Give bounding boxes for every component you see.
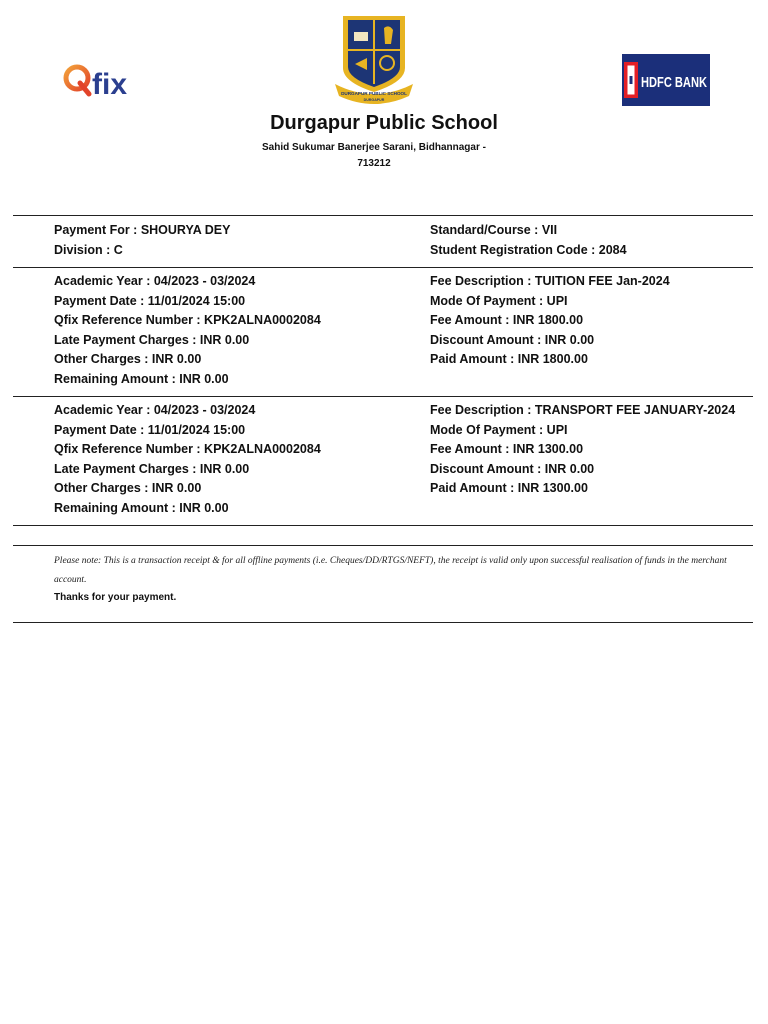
divider [13, 545, 753, 546]
other-charges: Other Charges : INR 0.00 [54, 481, 202, 495]
fee-description: Fee Description : TRANSPORT FEE JANUARY-2024 [430, 403, 736, 417]
student-info-left [54, 221, 230, 260]
remaining-amount: Remaining Amount : INR 0.00 [54, 500, 229, 515]
qfix-logo [62, 58, 142, 102]
reference-number: Qfix Reference Number : KPK2ALNA0002084 [54, 313, 321, 327]
student-info-right [430, 221, 627, 260]
school-name: Durgapur Public School [270, 112, 498, 134]
thanks-message: Thanks for your payment. [54, 592, 177, 603]
divider [13, 525, 753, 526]
fee-amount: Fee Amount : INR 1800.00 [430, 313, 584, 327]
fee-block-2-right [430, 401, 735, 499]
other-charges: Other Charges : INR 0.00 [54, 352, 202, 366]
registration-code: Student Registration Code : 2084 [430, 242, 627, 257]
reference-number: Qfix Reference Number : KPK2ALNA0002084 [54, 442, 321, 456]
fee-block-1-left [54, 272, 321, 389]
mode-of-payment: Mode Of Payment : UPI [430, 293, 568, 308]
mode-of-payment: Mode Of Payment : UPI [430, 422, 568, 437]
crest-banner-subtext: DURGAPUR [363, 98, 385, 102]
division: Division : C [54, 242, 123, 257]
fee-block-1-right [430, 272, 670, 370]
paid-amount: Paid Amount : INR 1300.00 [430, 481, 588, 495]
receipt-note: Please note: This is a transaction receipt & for all offline payments (i.e. Cheques/DD/RTGS/NEFT), the receipt is valid only upon successful realisation of funds in the merchant account. [54, 556, 727, 585]
late-payment-charges: Late Payment Charges : INR 0.00 [54, 332, 250, 347]
payment-date: Payment Date : 11/01/2024 15:00 [54, 293, 246, 308]
school-crest-logo [327, 12, 421, 106]
payment-for: Payment For : SHOURYA DEY [54, 223, 231, 237]
academic-year: Academic Year : 04/2023 - 03/2024 [54, 403, 256, 417]
payment-date: Payment Date : 11/01/2024 15:00 [54, 422, 246, 437]
discount-amount: Discount Amount : INR 0.00 [430, 461, 595, 476]
discount-amount: Discount Amount : INR 0.00 [430, 332, 595, 347]
crest-banner-text: DURGAPUR PUBLIC SCHOOL [341, 91, 407, 96]
paid-amount: Paid Amount : INR 1800.00 [430, 352, 588, 366]
remaining-amount: Remaining Amount : INR 0.00 [54, 371, 229, 386]
fee-description: Fee Description : TUITION FEE Jan-2024 [430, 274, 670, 288]
receipt-header [0, 0, 768, 200]
late-payment-charges: Late Payment Charges : INR 0.00 [54, 461, 250, 476]
qfix-logo-text: fix [92, 68, 128, 101]
academic-year: Academic Year : 04/2023 - 03/2024 [54, 274, 256, 288]
fee-amount: Fee Amount : INR 1300.00 [430, 442, 584, 456]
divider [13, 215, 753, 216]
standard-course: Standard/Course : VII [430, 223, 558, 237]
hdfc-bank-logo [622, 54, 710, 106]
divider [13, 396, 753, 397]
divider [13, 622, 753, 623]
divider [13, 267, 753, 268]
hdfc-logo-text: HDFC BANK [641, 74, 708, 91]
fee-block-2-left [54, 401, 321, 518]
school-address: Sahid Sukumar Banerjee Sarani, Bidhannagar - 713212 [262, 142, 486, 169]
